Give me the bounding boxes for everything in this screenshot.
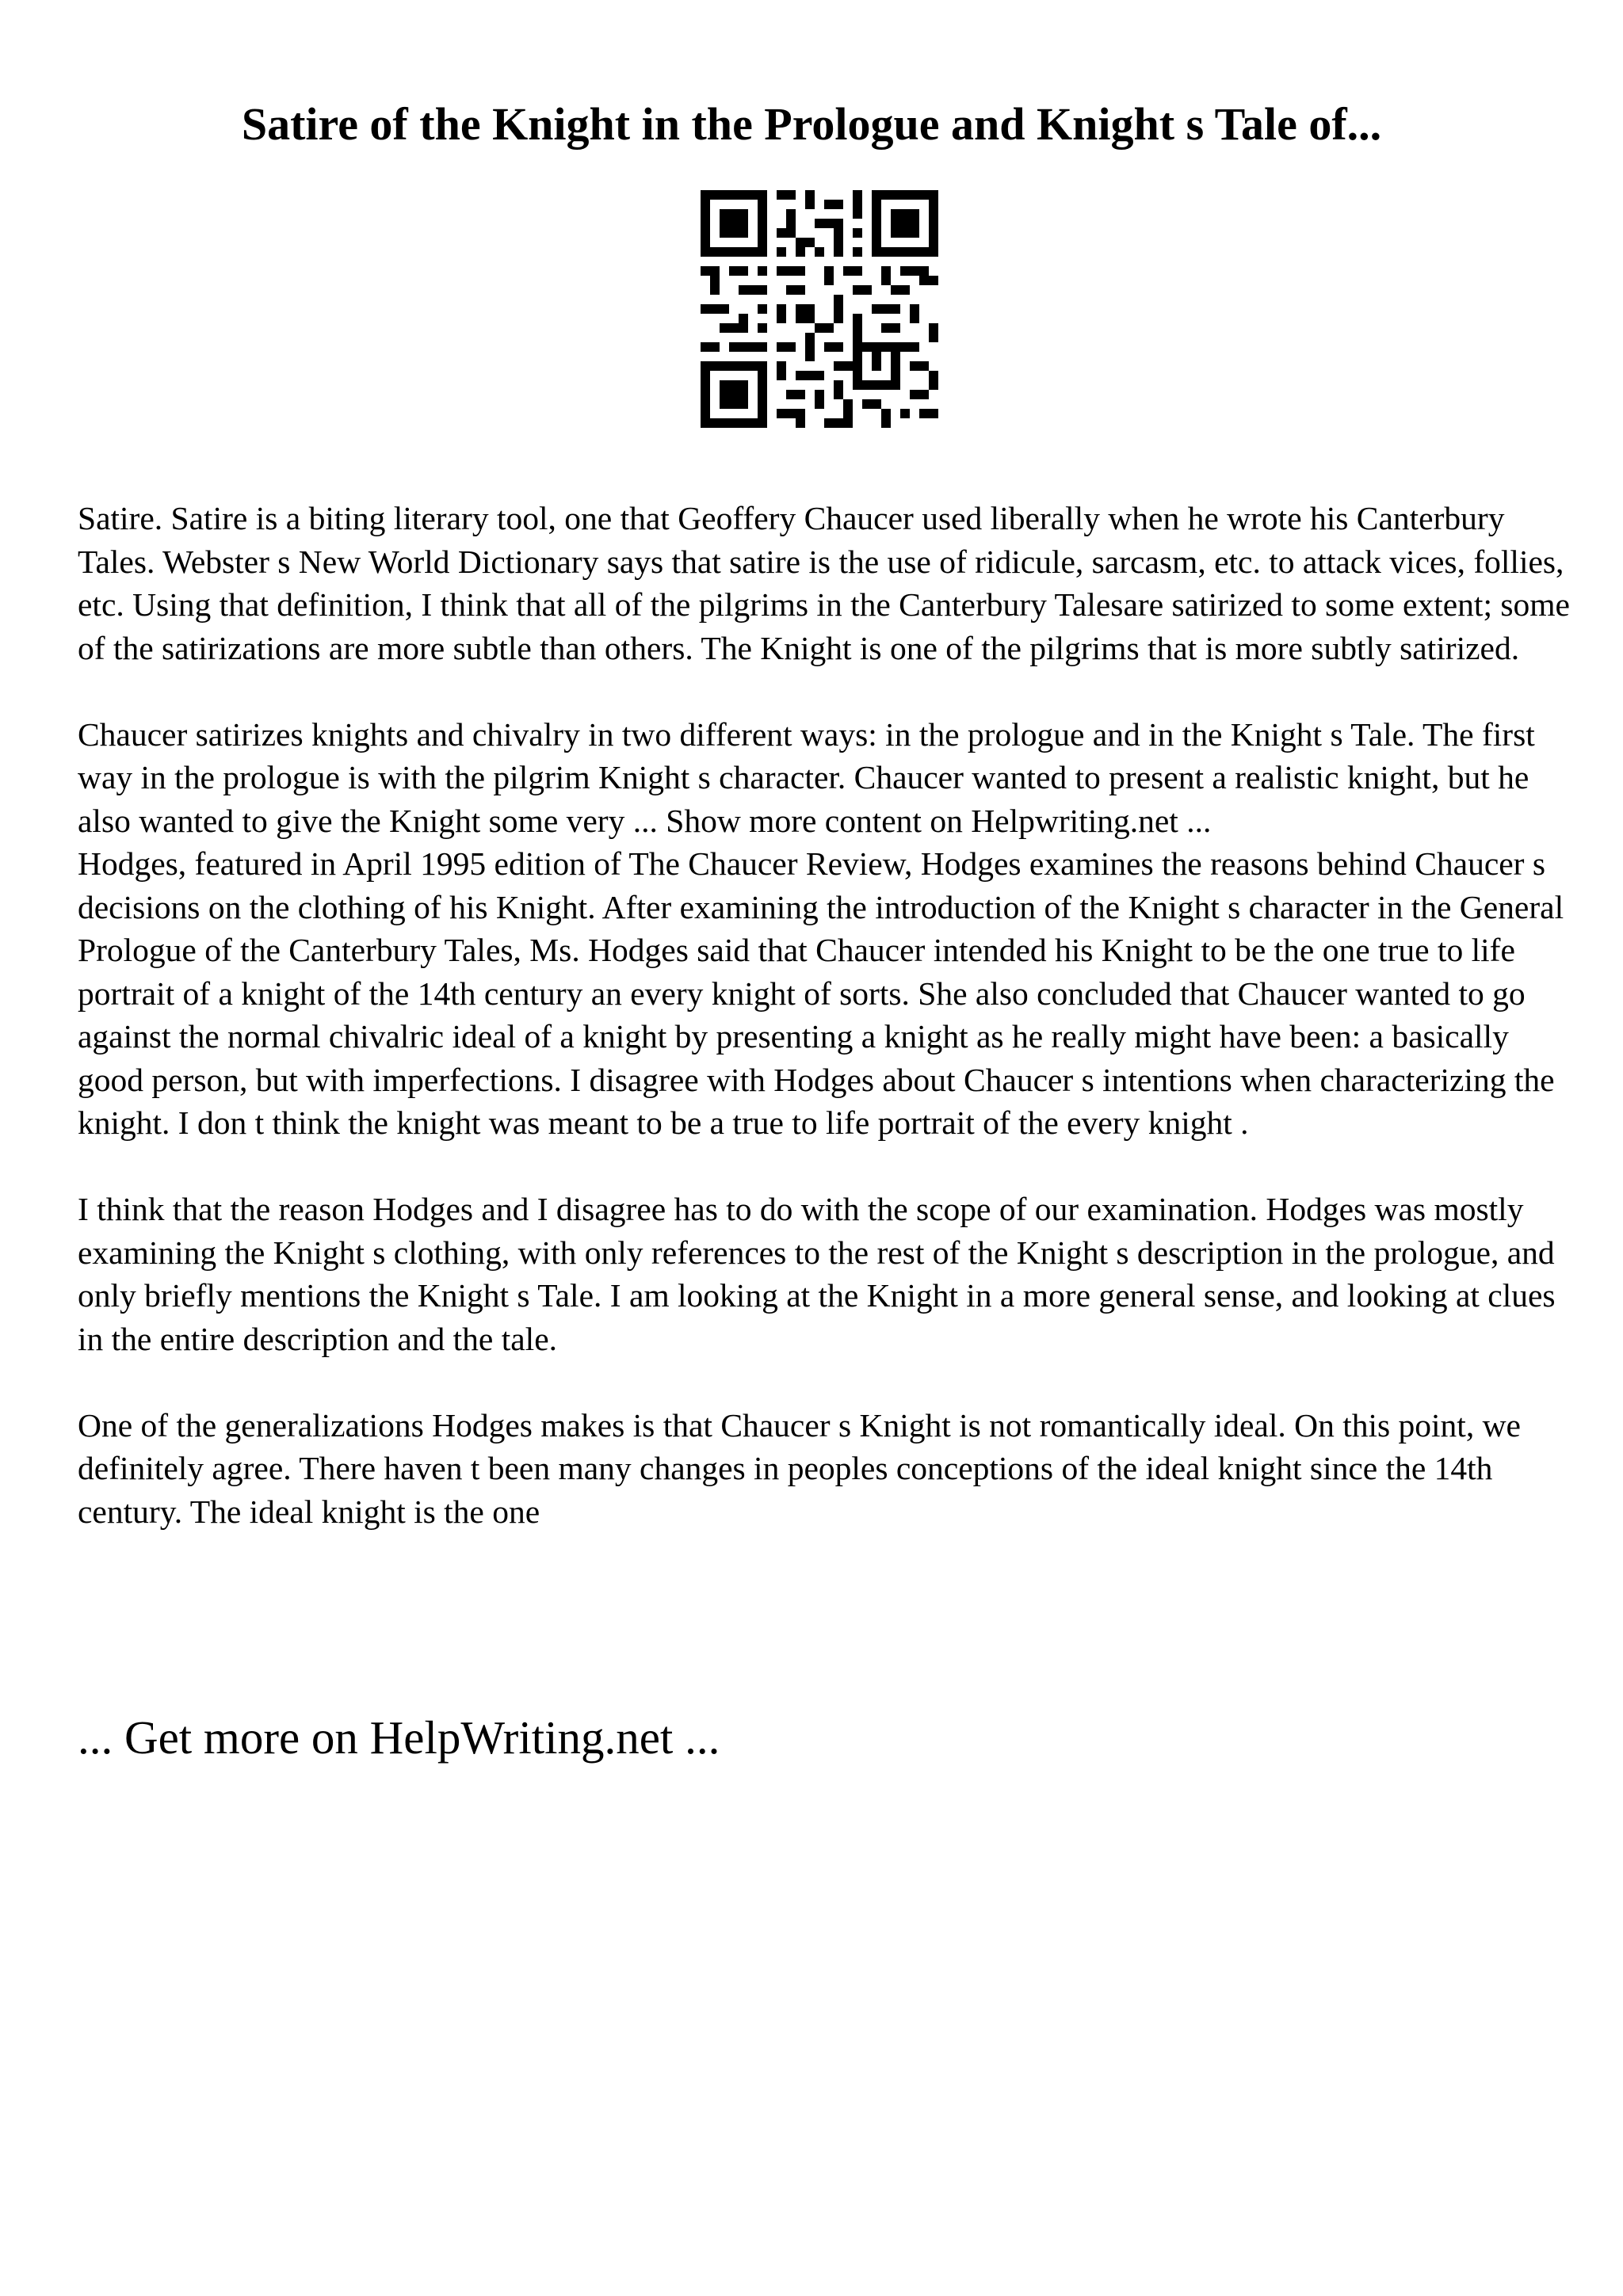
paragraph-5: One of the generalizations Hodges makes is that Chaucer s Knight is not romantically ideal. On this point, we definitely agree. There haven t been many changes in peoples conceptions of the ideal knight since the 14th century. The ideal knight is the one <box>78 1406 1521 1530</box>
paragraph-1: Satire. Satire is a biting literary tool, one that Geoffery Chaucer used liberally when he wrote his Canterbury Tales. Webster s New World Dictionary says that satire is the use of ridicule, sarcasm, etc. to attack vices, follies, etc. Using that definition, I think that all of the pilgrims in the Canterbury Talesare satirized to some extent; some of the satirizations are more subtle than others. The Knight is one of the pilgrims that is more subtly satirized. <box>78 500 1570 666</box>
document-title: Satire of the Knight in the Prologue and Knight s Tale of... <box>241 98 1382 150</box>
paragraph-3: Hodges, featured in April 1995 edition of The Chaucer Review, Hodges examines the reasons behind Chaucer s decisions on the clothing of his Knight. After examining the introduction of the Knight s character in the General Prologue of the Canterbury Tales, Ms. Hodges said that Chaucer intended his Knight to be the one true to life portrait of a knight of the 14th century an every knight of sorts. She also concluded that Chaucer wanted to go against the normal chivalric ideal of a knight by presenting a knight as he really might have been: a basically good person, but with imperfections. I disagree with Hodges about Chaucer s intentions when characterizing the knight. I don t think the knight was meant to be a true to life portrait of the every knight . <box>78 845 1564 1141</box>
paragraph-2: Chaucer satirizes knights and chivalry in two different ways: in the prologue and in the Knight s Tale. The first way in the prologue is with the pilgrim Knight s character. Chaucer wanted to present a realistic knight, but he also wanted to give the Knight some very ... Show more content on Helpwriting.net ... <box>78 715 1535 839</box>
get-more-link[interactable]: ... Get more on HelpWriting.net ... <box>78 1711 720 1764</box>
document-body <box>78 497 1575 1533</box>
qr-code-icon <box>701 190 938 428</box>
paragraph-4: I think that the reason Hodges and I disagree has to do with the scope of our examination. Hodges was mostly examining the Knight s clothing, with only references to the rest of the Knight s description in the prologue, and only briefly mentions the Knight s Tale. I am looking at the Knight in a more general sense, and looking at clues in the entire description and the tale. <box>78 1191 1556 1357</box>
